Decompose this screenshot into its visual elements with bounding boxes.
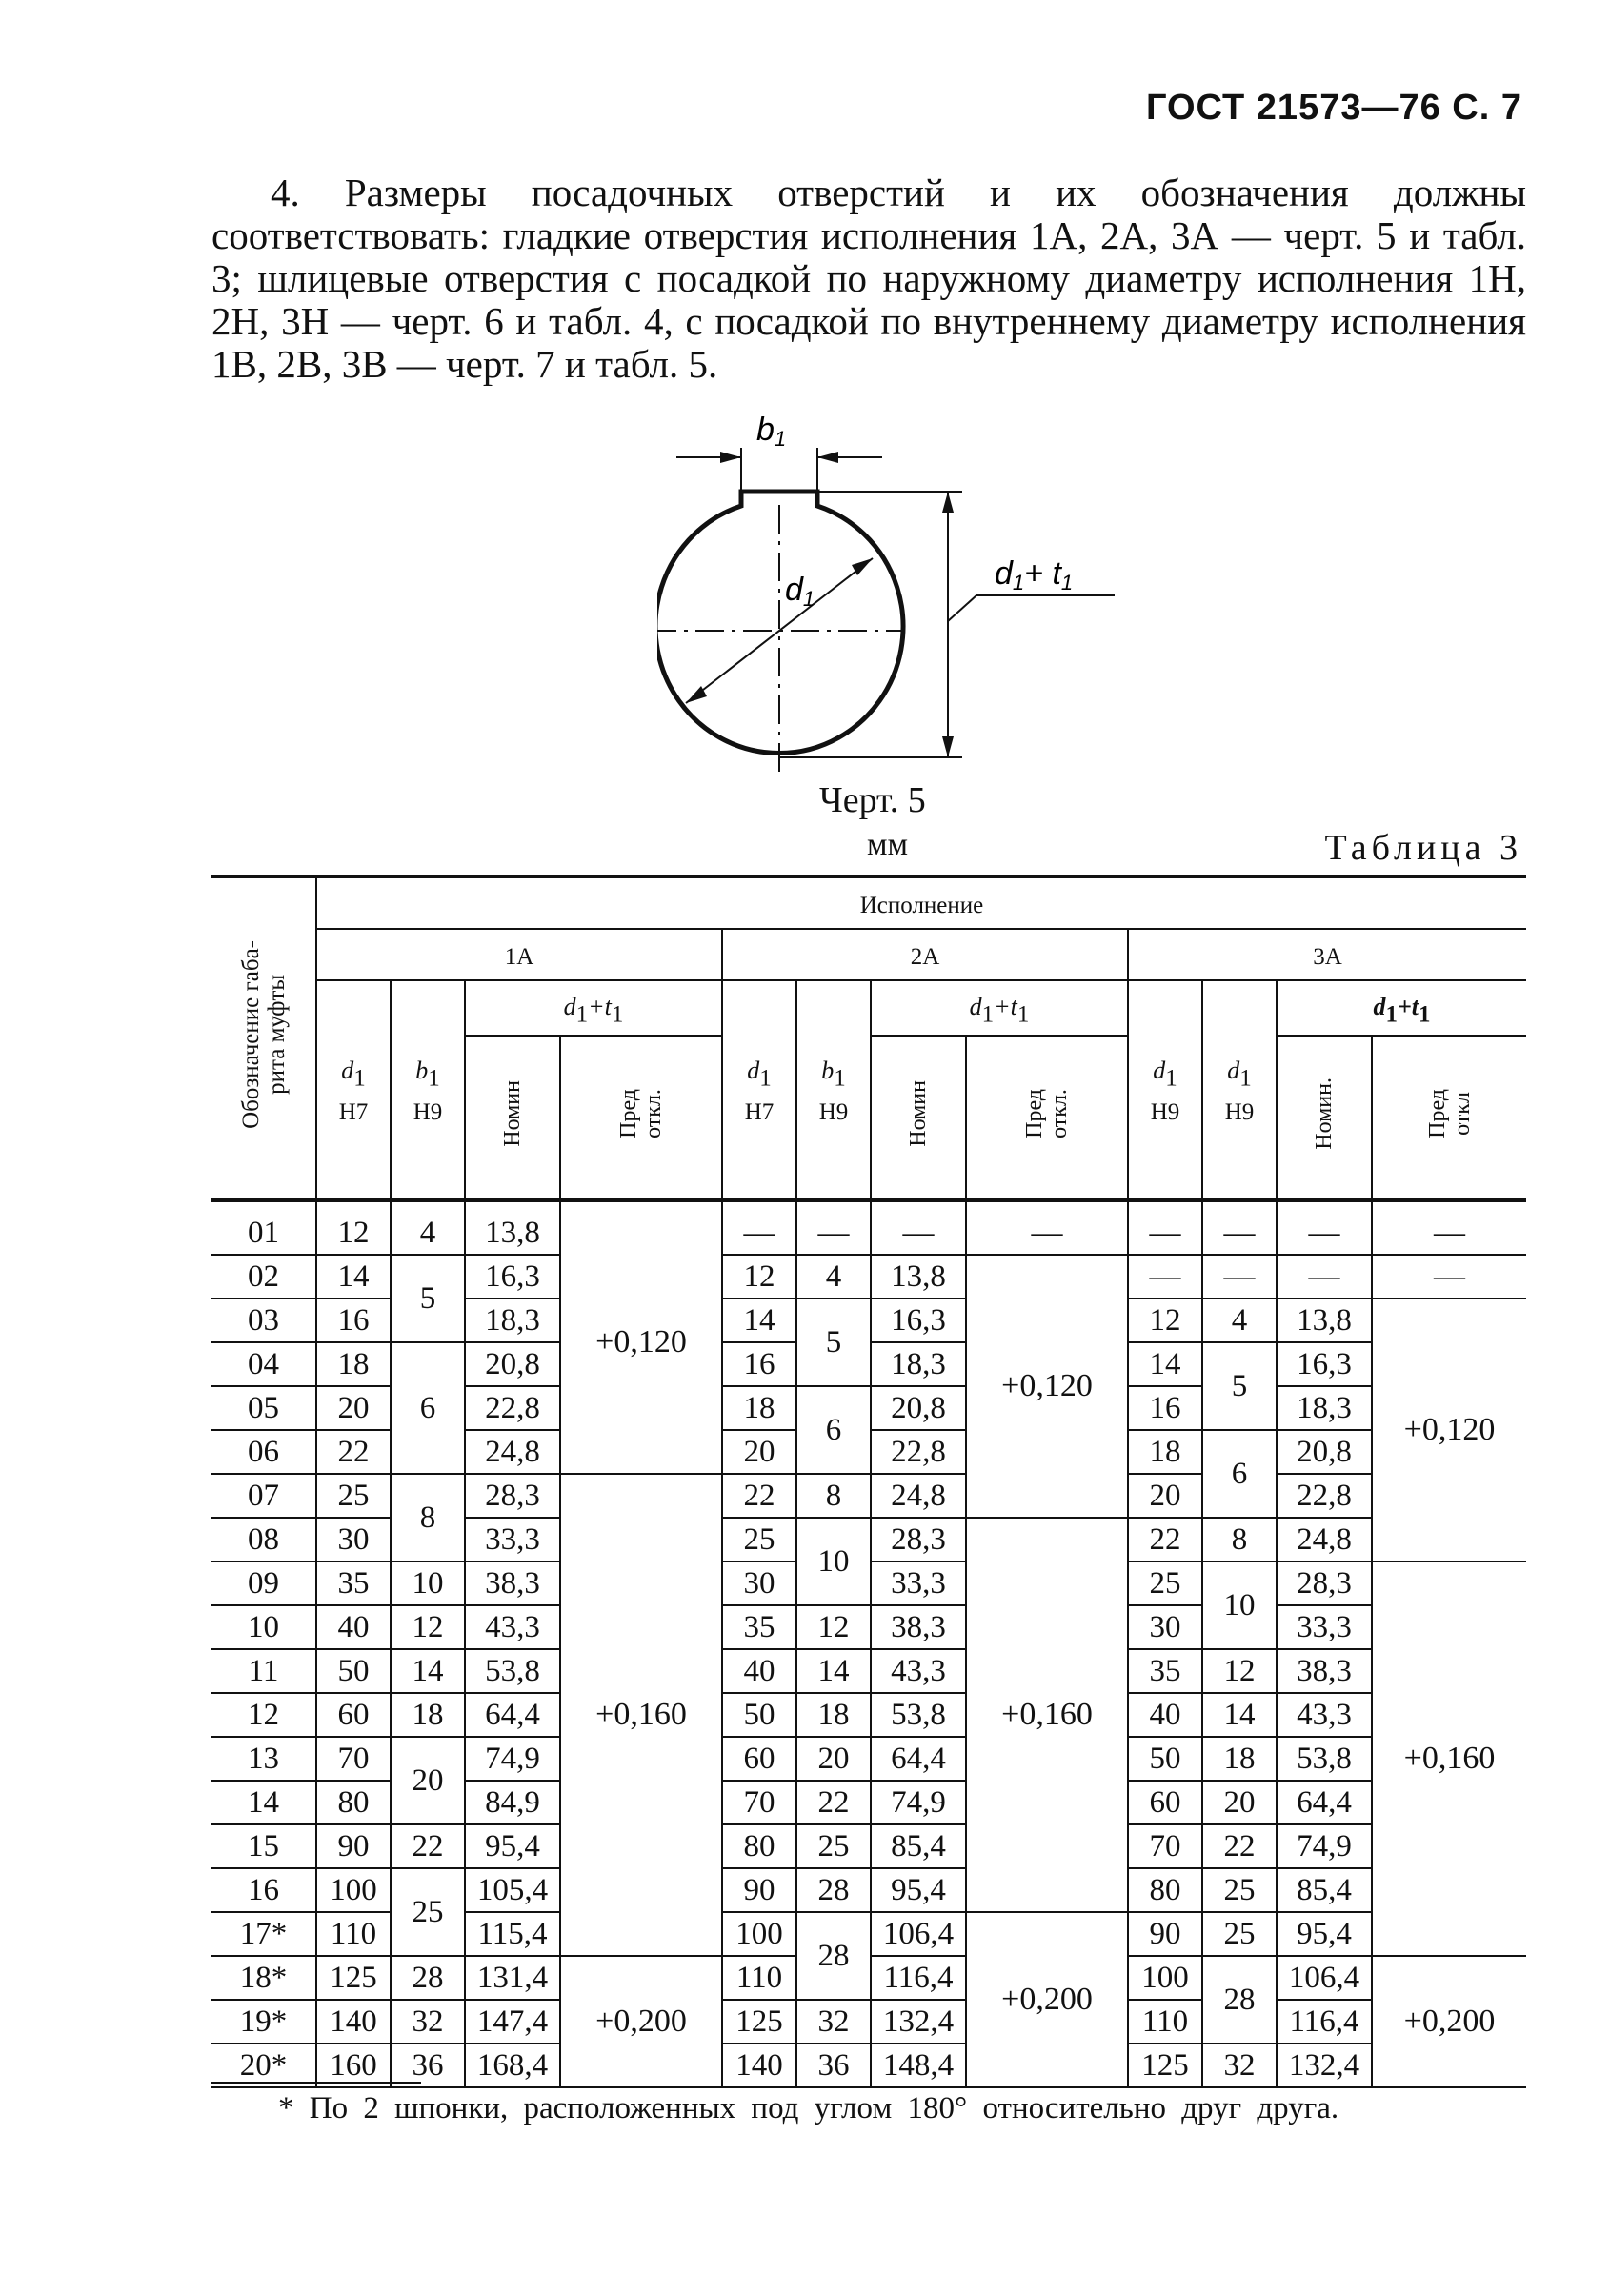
- table-cell: 22: [722, 1474, 796, 1518]
- table-cell: [316, 929, 722, 980]
- table-cell: 116,4: [871, 1956, 966, 2000]
- table-cell: 14: [796, 1649, 871, 1693]
- table-row: [211, 1605, 1526, 1649]
- table-3: [211, 875, 1526, 2088]
- table-cell: 5: [1202, 1342, 1277, 1430]
- table-cell: $d_1$ H9: [1128, 980, 1202, 1200]
- table-cell: 100: [722, 1912, 796, 1956]
- group-3A: 3А: [1313, 943, 1342, 970]
- table-cell: 64,4: [1277, 1781, 1372, 1824]
- table-cell: 25: [316, 1474, 391, 1518]
- footnote-rule: [211, 2082, 421, 2084]
- table-cell: 22: [316, 1430, 391, 1474]
- table-cell: 25: [722, 1518, 796, 1561]
- table-cell: 38,3: [1277, 1649, 1372, 1693]
- paragraph-4: 4. Размеры посадочных отверстий и их обозначения должны соответствовать: гладкие отверстия исполнения 1А, 2А, 3А — черт. 5 и табл. 3; шлицевые отверстия с посадкой по наружному диаметру исполнения 1Н, 2Н, 3Н — черт. 6 и табл. 4, с посадкой по внутреннему диаметру исполнения 1В, 2В, 3В — черт. 7 и табл. 5.: [211, 171, 1526, 386]
- table-cell: +0,160: [966, 1518, 1128, 1912]
- table-cell: 22,8: [871, 1430, 966, 1474]
- table-cell: $d_1+t_1$: [1277, 980, 1526, 1036]
- table-cell: 13: [211, 1737, 316, 1781]
- table-cell: 16,3: [465, 1255, 560, 1299]
- table-cell: 12: [796, 1605, 871, 1649]
- table-cell: 18,3: [871, 1342, 966, 1386]
- table-cell: [1128, 929, 1526, 980]
- table-cell: 20,8: [1277, 1430, 1372, 1474]
- table-cell: 80: [722, 1824, 796, 1868]
- col-designation: Обозначение габа- рита муфты: [211, 876, 316, 1200]
- table-row: [211, 1737, 1526, 1781]
- figure-caption: Черт. 5: [819, 780, 926, 820]
- table-cell: 5: [391, 1255, 465, 1342]
- table-cell: 6: [391, 1342, 465, 1474]
- table-cell: +0,120: [1372, 1299, 1526, 1561]
- table-cell: 14: [722, 1299, 796, 1342]
- table-cell: 74,9: [465, 1737, 560, 1781]
- table-cell: +0,200: [1372, 1956, 1526, 2087]
- table-cell: 132,4: [1277, 2044, 1372, 2087]
- table-cell: 28: [391, 1956, 465, 2000]
- table-cell: 40: [1128, 1693, 1202, 1737]
- table-cell: 18*: [211, 1956, 316, 2000]
- table-cell: 13,8: [1277, 1299, 1372, 1342]
- table-cell: 19*: [211, 2000, 316, 2044]
- table-cell: 70: [722, 1781, 796, 1824]
- table-cell: 18: [391, 1693, 465, 1737]
- table-row: [211, 2000, 1526, 2044]
- table-cell: 53,8: [465, 1649, 560, 1693]
- table-cell: 116,4: [1277, 2000, 1372, 2044]
- table-cell: 4: [1202, 1299, 1277, 1342]
- table-cell: 95,4: [1277, 1912, 1372, 1956]
- label-d1-t1: d1+ t1: [995, 555, 1074, 594]
- table-cell: —: [1202, 1255, 1277, 1299]
- table-cell: 10: [796, 1518, 871, 1605]
- table-cell: —: [1277, 1200, 1372, 1255]
- table-cell: 64,4: [871, 1737, 966, 1781]
- table-cell: 28,3: [1277, 1561, 1372, 1605]
- table-cell: 17*: [211, 1912, 316, 1956]
- table-cell: [722, 929, 1128, 980]
- table-cell: 43,3: [465, 1605, 560, 1649]
- table-cell: 16,3: [1277, 1342, 1372, 1386]
- table-cell: 20,8: [871, 1386, 966, 1430]
- table-cell: 8: [796, 1474, 871, 1518]
- table-cell: +0,160: [1372, 1561, 1526, 1956]
- table-cell: 43,3: [1277, 1693, 1372, 1737]
- table-cell: +0,120: [966, 1255, 1128, 1518]
- table-cell: 4: [391, 1200, 465, 1255]
- table-cell: 35: [316, 1561, 391, 1605]
- table-body: [211, 1200, 1526, 2087]
- units-label: мм: [867, 827, 909, 862]
- drawing-5: [657, 410, 1134, 810]
- table-cell: 35: [722, 1605, 796, 1649]
- table-cell: 36: [796, 2044, 871, 2087]
- table-row: [211, 1693, 1526, 1737]
- table-cell: 5: [796, 1299, 871, 1386]
- table-cell: 40: [316, 1605, 391, 1649]
- table-cell: 09: [211, 1561, 316, 1605]
- table-cell: 74,9: [871, 1781, 966, 1824]
- table-cell: 22,8: [465, 1386, 560, 1430]
- table-cell: 20: [1202, 1781, 1277, 1824]
- table-cell: 18: [1128, 1430, 1202, 1474]
- table-cell: 16,3: [871, 1299, 966, 1342]
- table-cell: $d_1$ H7: [316, 980, 391, 1200]
- table-cell: —: [796, 1200, 871, 1255]
- label-b1: b1: [756, 412, 787, 451]
- table-cell: 10: [1202, 1561, 1277, 1649]
- table-cell: 30: [316, 1518, 391, 1561]
- table-cell: 8: [1202, 1518, 1277, 1561]
- table-cell: 22,8: [1277, 1474, 1372, 1518]
- table-cell: 06: [211, 1430, 316, 1474]
- table-cell: 106,4: [871, 1912, 966, 1956]
- table-cell: +0,120: [560, 1200, 722, 1474]
- group-2A: 2А: [910, 943, 940, 970]
- table-cell: 13,8: [465, 1200, 560, 1255]
- table-cell: 85,4: [1277, 1868, 1372, 1912]
- table-cell: 07: [211, 1474, 316, 1518]
- table-cell: 16: [316, 1299, 391, 1342]
- table-cell: 35: [1128, 1649, 1202, 1693]
- table-cell: 18: [722, 1386, 796, 1430]
- table-cell: 110: [316, 1912, 391, 1956]
- table-cell: 4: [796, 1255, 871, 1299]
- table-cell: Пред откл: [1372, 1036, 1526, 1200]
- table-cell: Номин: [465, 1036, 560, 1200]
- table-cell: +0,200: [560, 1956, 722, 2087]
- table-cell: 20: [316, 1386, 391, 1430]
- table-cell: Пред откл.: [966, 1036, 1128, 1200]
- table-title: Таблица 3: [1324, 828, 1522, 868]
- table-cell: 12: [316, 1200, 391, 1255]
- table-cell: 33,3: [871, 1561, 966, 1605]
- table-cell: $d_1$ H9: [1202, 980, 1277, 1200]
- table-cell: —: [1372, 1255, 1526, 1299]
- table-cell: [316, 876, 1526, 929]
- table-cell: 22: [1202, 1824, 1277, 1868]
- table-cell: 125: [1128, 2044, 1202, 2087]
- table-row: [211, 1649, 1526, 1693]
- table-cell: 43,3: [871, 1649, 966, 1693]
- table-cell: 28,3: [465, 1474, 560, 1518]
- group-1A: 1А: [504, 943, 534, 970]
- table-cell: 85,4: [871, 1824, 966, 1868]
- table-cell: 20: [391, 1737, 465, 1824]
- table-cell: 90: [722, 1868, 796, 1912]
- table-cell: —: [1128, 1255, 1202, 1299]
- table-cell: $d_1+t_1$: [871, 980, 1128, 1036]
- table-cell: 20: [722, 1430, 796, 1474]
- table-cell: 80: [316, 1781, 391, 1824]
- table-cell: 140: [722, 2044, 796, 2087]
- table-cell: 95,4: [465, 1824, 560, 1868]
- table-row: [211, 1474, 1526, 1518]
- table-cell: 12: [1202, 1649, 1277, 1693]
- table-cell: 05: [211, 1386, 316, 1430]
- table-cell: 14: [1202, 1693, 1277, 1737]
- table-cell: 18,3: [465, 1299, 560, 1342]
- table-cell: 12: [1128, 1299, 1202, 1342]
- table-cell: 131,4: [465, 1956, 560, 2000]
- table-cell: 36: [391, 2044, 465, 2087]
- table-cell: 160: [316, 2044, 391, 2087]
- table-cell: 10: [391, 1561, 465, 1605]
- table-cell: 70: [1128, 1824, 1202, 1868]
- table-row: [211, 1824, 1526, 1868]
- table-cell: 18: [1202, 1737, 1277, 1781]
- table-cell: 110: [1128, 2000, 1202, 2044]
- table-cell: 64,4: [465, 1693, 560, 1737]
- table-cell: 38,3: [871, 1605, 966, 1649]
- table-cell: 28: [796, 1912, 871, 2000]
- table-cell: $b_1$ H9: [391, 980, 465, 1200]
- table-cell: $d_1+t_1$: [465, 980, 722, 1036]
- table-cell: 30: [722, 1561, 796, 1605]
- table-cell: 90: [316, 1824, 391, 1868]
- table-cell: 12: [211, 1693, 316, 1737]
- table-cell: 100: [316, 1868, 391, 1912]
- table-cell: 147,4: [465, 2000, 560, 2044]
- table-cell: 25: [1202, 1912, 1277, 1956]
- table-cell: Пред откл.: [560, 1036, 722, 1200]
- table-cell: Номин: [871, 1036, 966, 1200]
- table-cell: 25: [1128, 1561, 1202, 1605]
- table-cell: 14: [1128, 1342, 1202, 1386]
- table-cell: 28: [1202, 1956, 1277, 2044]
- table-cell: 100: [1128, 1956, 1202, 2000]
- table-cell: 14: [391, 1649, 465, 1693]
- table-cell: 28: [796, 1868, 871, 1912]
- table-cell: 18: [316, 1342, 391, 1386]
- table-cell: —: [1128, 1200, 1202, 1255]
- table-cell: 14: [316, 1255, 391, 1299]
- table-cell: 02: [211, 1255, 316, 1299]
- table-cell: 32: [796, 2000, 871, 2044]
- table-cell: +0,200: [966, 1912, 1128, 2087]
- table-cell: 80: [1128, 1868, 1202, 1912]
- table-row: [211, 1868, 1526, 1912]
- table-cell: —: [1372, 1200, 1526, 1255]
- table-cell: 25: [391, 1868, 465, 1956]
- table-cell: 110: [722, 1956, 796, 2000]
- table-cell: 25: [796, 1824, 871, 1868]
- table-cell: 22: [1128, 1518, 1202, 1561]
- table-cell: 50: [722, 1693, 796, 1737]
- table-cell: 74,9: [1277, 1824, 1372, 1868]
- table-cell: 01: [211, 1200, 316, 1255]
- table-row: [211, 1200, 1526, 1255]
- table-cell: 140: [316, 2000, 391, 2044]
- table-cell: 08: [211, 1518, 316, 1561]
- table-cell: 38,3: [465, 1561, 560, 1605]
- table-cell: 148,4: [871, 2044, 966, 2087]
- table-cell: 20: [1128, 1474, 1202, 1518]
- table-cell: 105,4: [465, 1868, 560, 1912]
- table-cell: 125: [316, 1956, 391, 2000]
- table-cell: 33,3: [1277, 1605, 1372, 1649]
- table-cell: 60: [722, 1737, 796, 1781]
- table-cell: 15: [211, 1824, 316, 1868]
- table-cell: —: [871, 1200, 966, 1255]
- table-cell: 18: [796, 1693, 871, 1737]
- table-cell: 12: [391, 1605, 465, 1649]
- table-cell: —: [722, 1200, 796, 1255]
- table-cell: 84,9: [465, 1781, 560, 1824]
- table-cell: 24,8: [871, 1474, 966, 1518]
- table-cell: 22: [391, 1824, 465, 1868]
- table-cell: $b_1$ H9: [796, 980, 871, 1200]
- table-cell: 25: [1202, 1868, 1277, 1912]
- table-cell: 16: [1128, 1386, 1202, 1430]
- table-cell: 60: [316, 1693, 391, 1737]
- table-cell: 115,4: [465, 1912, 560, 1956]
- table-cell: 53,8: [871, 1693, 966, 1737]
- table-cell: 14: [211, 1781, 316, 1824]
- table-cell: $d_1$ H7: [722, 980, 796, 1200]
- table-cell: +0,160: [560, 1474, 722, 1956]
- page-header: ГОСТ 21573—76 С. 7: [1145, 88, 1522, 128]
- table-cell: 20: [796, 1737, 871, 1781]
- table-cell: 53,8: [1277, 1737, 1372, 1781]
- table-cell: 32: [1202, 2044, 1277, 2087]
- table-cell: 132,4: [871, 2000, 966, 2044]
- table-cell: —: [1202, 1200, 1277, 1255]
- table-cell: Номин.: [1277, 1036, 1372, 1200]
- table-cell: 50: [316, 1649, 391, 1693]
- table-cell: 40: [722, 1649, 796, 1693]
- table-cell: 11: [211, 1649, 316, 1693]
- table-cell: 16: [722, 1342, 796, 1386]
- table-cell: 03: [211, 1299, 316, 1342]
- table-cell: 32: [391, 2000, 465, 2044]
- table-cell: 33,3: [465, 1518, 560, 1561]
- table-cell: 13,8: [871, 1255, 966, 1299]
- table-cell: 106,4: [1277, 1956, 1372, 2000]
- footnote: * По 2 шпонки, расположенных под углом 180° относительно друг друга.: [278, 2091, 1339, 2125]
- table-cell: 60: [1128, 1781, 1202, 1824]
- table-cell: 50: [1128, 1737, 1202, 1781]
- table-cell: 20*: [211, 2044, 316, 2087]
- table-row: [211, 1255, 1526, 1299]
- table-cell: 6: [1202, 1430, 1277, 1518]
- table-cell: 30: [1128, 1605, 1202, 1649]
- table-cell: 24,8: [465, 1430, 560, 1474]
- table-cell: 10: [211, 1605, 316, 1649]
- table-cell: —: [1277, 1255, 1372, 1299]
- table-cell: 95,4: [871, 1868, 966, 1912]
- table-cell: 70: [316, 1737, 391, 1781]
- table-cell: 12: [722, 1255, 796, 1299]
- table-cell: 28,3: [871, 1518, 966, 1561]
- table-cell: 6: [796, 1386, 871, 1474]
- label-d1: d1: [785, 572, 815, 611]
- table-cell: —: [966, 1200, 1128, 1255]
- group-header: Исполнение: [859, 892, 984, 918]
- table-cell: 16: [211, 1868, 316, 1912]
- table-cell: 8: [391, 1474, 465, 1561]
- table-cell: 125: [722, 2000, 796, 2044]
- table-cell: 90: [1128, 1912, 1202, 1956]
- table-cell: 18,3: [1277, 1386, 1372, 1430]
- table-cell: 168,4: [465, 2044, 560, 2087]
- table-cell: 04: [211, 1342, 316, 1386]
- table-cell: 20,8: [465, 1342, 560, 1386]
- table-cell: 22: [796, 1781, 871, 1824]
- table-cell: 24,8: [1277, 1518, 1372, 1561]
